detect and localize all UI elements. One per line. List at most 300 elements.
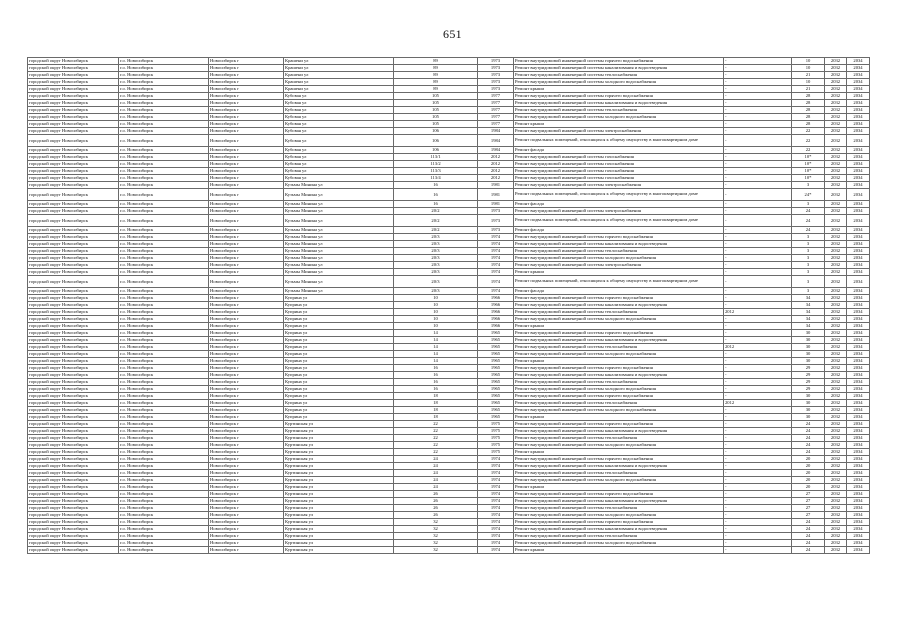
table-row <box>28 208 870 215</box>
street-cell: Куприна ул <box>284 330 394 337</box>
previous-repair-year-cell: - <box>724 72 792 79</box>
municipality-cell: г.о. Новосибирск <box>119 344 209 351</box>
end-year-cell: 2034 <box>847 386 870 393</box>
municipality-cell: г.о. Новосибирск <box>119 365 209 372</box>
work-type-cell: Ремонт крыши <box>514 449 724 456</box>
build-year-cell: 1977 <box>478 100 514 107</box>
cost-cell: 29 <box>792 386 825 393</box>
city-cell: Новосибирск г <box>209 414 284 421</box>
table-row <box>28 323 870 330</box>
end-year-cell: 2034 <box>847 135 870 147</box>
municipality-cell: г.о. Новосибирск <box>119 175 209 182</box>
work-type-cell: Ремонт внутридомовой инженерной системы горячего водоснабжения <box>514 365 724 372</box>
table-row <box>28 505 870 512</box>
table-row <box>28 330 870 337</box>
municipality-cell: г.о. Новосибирск <box>119 234 209 241</box>
table-row <box>28 295 870 302</box>
street-cell: Куртинская ул <box>284 491 394 498</box>
table-row <box>28 147 870 154</box>
cost-cell: 10 <box>792 58 825 65</box>
municipality-cell: г.о. Новосибирск <box>119 58 209 65</box>
okrug-cell: городской округ Новосибирск <box>28 208 119 215</box>
work-type-cell: Ремонт внутридомовой инженерной системы теплоснабжения <box>514 107 724 114</box>
work-type-cell: Ремонт подвальных помещений, относящихся к общему имуществу в многоквартирном доме <box>514 189 724 201</box>
build-year-cell: 1974 <box>478 498 514 505</box>
build-year-cell: 1975 <box>478 442 514 449</box>
city-cell: Новосибирск г <box>209 269 284 276</box>
start-year-cell: 2032 <box>825 288 847 295</box>
okrug-cell: городской округ Новосибирск <box>28 255 119 262</box>
cost-cell: 34 <box>792 295 825 302</box>
cost-cell: 29 <box>792 365 825 372</box>
okrug-cell: городской округ Новосибирск <box>28 147 119 154</box>
city-cell: Новосибирск г <box>209 505 284 512</box>
start-year-cell: 2032 <box>825 358 847 365</box>
house-number-cell: 113/1 <box>394 154 478 161</box>
build-year-cell: 1974 <box>478 512 514 519</box>
street-cell: Куприна ул <box>284 365 394 372</box>
start-year-cell: 2032 <box>825 498 847 505</box>
previous-repair-year-cell: - <box>724 421 792 428</box>
end-year-cell: 2034 <box>847 512 870 519</box>
street-cell: Кузьмы Минина ул <box>284 182 394 189</box>
table-row <box>28 309 870 316</box>
work-type-cell: Ремонт внутридомовой инженерной системы электроснабжения <box>514 262 724 269</box>
okrug-cell: городской округ Новосибирск <box>28 276 119 288</box>
table-row <box>28 215 870 227</box>
house-number-cell: 14 <box>394 358 478 365</box>
house-number-cell: 20/3 <box>394 241 478 248</box>
work-type-cell: Ремонт внутридомовой инженерной системы теплоснабжения <box>514 309 724 316</box>
work-type-cell: Ремонт фасада <box>514 147 724 154</box>
cost-cell: 20 <box>792 463 825 470</box>
city-cell: Новосибирск г <box>209 121 284 128</box>
start-year-cell: 2032 <box>825 463 847 470</box>
start-year-cell: 2032 <box>825 323 847 330</box>
city-cell: Новосибирск г <box>209 309 284 316</box>
street-cell: Куртинская ул <box>284 435 394 442</box>
end-year-cell: 2034 <box>847 189 870 201</box>
city-cell: Новосибирск г <box>209 79 284 86</box>
okrug-cell: городской округ Новосибирск <box>28 72 119 79</box>
previous-repair-year-cell: - <box>724 168 792 175</box>
city-cell: Новосибирск г <box>209 227 284 234</box>
street-cell: Крашени ул <box>284 58 394 65</box>
okrug-cell: городской округ Новосибирск <box>28 463 119 470</box>
table-row <box>28 463 870 470</box>
end-year-cell: 2034 <box>847 309 870 316</box>
end-year-cell: 2034 <box>847 302 870 309</box>
build-year-cell: 1966 <box>478 309 514 316</box>
house-number-cell: 32 <box>394 526 478 533</box>
table-row <box>28 128 870 135</box>
end-year-cell: 2034 <box>847 168 870 175</box>
work-type-cell: Ремонт внутридомовой инженерной системы горячего водоснабжения <box>514 330 724 337</box>
city-cell: Новосибирск г <box>209 182 284 189</box>
start-year-cell: 2032 <box>825 491 847 498</box>
build-year-cell: 1974 <box>478 276 514 288</box>
end-year-cell: 2034 <box>847 428 870 435</box>
okrug-cell: городской округ Новосибирск <box>28 309 119 316</box>
previous-repair-year-cell: - <box>724 201 792 208</box>
street-cell: Куприна ул <box>284 372 394 379</box>
house-number-cell: 106 <box>394 147 478 154</box>
street-cell: Кузьмы Минина ул <box>284 248 394 255</box>
okrug-cell: городской округ Новосибирск <box>28 316 119 323</box>
municipality-cell: г.о. Новосибирск <box>119 386 209 393</box>
municipality-cell: г.о. Новосибирск <box>119 255 209 262</box>
municipality-cell: г.о. Новосибирск <box>119 337 209 344</box>
end-year-cell: 2034 <box>847 526 870 533</box>
okrug-cell: городской округ Новосибирск <box>28 512 119 519</box>
municipality-cell: г.о. Новосибирск <box>119 309 209 316</box>
city-cell: Новосибирск г <box>209 128 284 135</box>
street-cell: Куприна ул <box>284 358 394 365</box>
municipality-cell: г.о. Новосибирск <box>119 351 209 358</box>
work-type-cell: Ремонт внутридомовой инженерной системы канализования и водоотведения <box>514 241 724 248</box>
table-row <box>28 477 870 484</box>
work-type-cell: Ремонт внутридомовой инженерной системы теплоснабжения <box>514 379 724 386</box>
end-year-cell: 2034 <box>847 484 870 491</box>
city-cell: Новосибирск г <box>209 435 284 442</box>
house-number-cell: 16 <box>394 182 478 189</box>
municipality-cell: г.о. Новосибирск <box>119 79 209 86</box>
house-number-cell: 24 <box>394 484 478 491</box>
municipality-cell: г.о. Новосибирск <box>119 393 209 400</box>
house-number-cell: 18 <box>394 414 478 421</box>
street-cell: Куртинская ул <box>284 442 394 449</box>
previous-repair-year-cell: - <box>724 393 792 400</box>
build-year-cell: 1965 <box>478 414 514 421</box>
work-type-cell: Ремонт внутридомовой инженерной системы горячего водоснабжения <box>514 295 724 302</box>
end-year-cell: 2034 <box>847 393 870 400</box>
house-number-cell: 26 <box>394 512 478 519</box>
municipality-cell: г.о. Новосибирск <box>119 533 209 540</box>
municipality-cell: г.о. Новосибирск <box>119 189 209 201</box>
okrug-cell: городской округ Новосибирск <box>28 533 119 540</box>
city-cell: Новосибирск г <box>209 189 284 201</box>
cost-cell: 3 <box>792 234 825 241</box>
table-row <box>28 498 870 505</box>
build-year-cell: 1973 <box>478 65 514 72</box>
house-number-cell: 10 <box>394 295 478 302</box>
previous-repair-year-cell: - <box>724 386 792 393</box>
municipality-cell: г.о. Новосибирск <box>119 93 209 100</box>
house-number-cell: 24 <box>394 463 478 470</box>
okrug-cell: городской округ Новосибирск <box>28 86 119 93</box>
municipality-cell: г.о. Новосибирск <box>119 428 209 435</box>
municipality-cell: г.о. Новосибирск <box>119 114 209 121</box>
okrug-cell: городской округ Новосибирск <box>28 227 119 234</box>
end-year-cell: 2034 <box>847 114 870 121</box>
street-cell: Кузьмы Минина ул <box>284 234 394 241</box>
work-type-cell: Ремонт внутридомовой инженерной системы канализования и водоотведения <box>514 65 724 72</box>
cost-cell: 20 <box>792 470 825 477</box>
city-cell: Новосибирск г <box>209 421 284 428</box>
city-cell: Новосибирск г <box>209 407 284 414</box>
start-year-cell: 2032 <box>825 255 847 262</box>
table-row <box>28 372 870 379</box>
start-year-cell: 2032 <box>825 241 847 248</box>
city-cell: Новосибирск г <box>209 114 284 121</box>
house-number-cell: 113/3 <box>394 168 478 175</box>
table-row <box>28 442 870 449</box>
cost-cell: 3 <box>792 241 825 248</box>
build-year-cell: 1965 <box>478 330 514 337</box>
previous-repair-year-cell: - <box>724 276 792 288</box>
start-year-cell: 2032 <box>825 208 847 215</box>
previous-repair-year-cell: - <box>724 93 792 100</box>
okrug-cell: городской округ Новосибирск <box>28 491 119 498</box>
city-cell: Новосибирск г <box>209 175 284 182</box>
house-number-cell: 20/3 <box>394 262 478 269</box>
city-cell: Новосибирск г <box>209 215 284 227</box>
previous-repair-year-cell: - <box>724 491 792 498</box>
end-year-cell: 2034 <box>847 241 870 248</box>
municipality-cell: г.о. Новосибирск <box>119 519 209 526</box>
build-year-cell: 1984 <box>478 135 514 147</box>
okrug-cell: городской округ Новосибирск <box>28 79 119 86</box>
cost-cell: 24* <box>792 189 825 201</box>
municipality-cell: г.о. Новосибирск <box>119 498 209 505</box>
end-year-cell: 2034 <box>847 248 870 255</box>
street-cell: Куртинская ул <box>284 470 394 477</box>
build-year-cell: 1977 <box>478 121 514 128</box>
build-year-cell: 1974 <box>478 269 514 276</box>
table-row <box>28 288 870 295</box>
work-type-cell: Ремонт внутридомовой инженерной системы теплоснабжения <box>514 533 724 540</box>
city-cell: Новосибирск г <box>209 276 284 288</box>
previous-repair-year-cell: - <box>724 372 792 379</box>
table-row <box>28 189 870 201</box>
start-year-cell: 2032 <box>825 175 847 182</box>
previous-repair-year-cell: - <box>724 175 792 182</box>
cost-cell: 30 <box>792 393 825 400</box>
work-type-cell: Ремонт крыши <box>514 86 724 93</box>
start-year-cell: 2032 <box>825 154 847 161</box>
end-year-cell: 2034 <box>847 400 870 407</box>
okrug-cell: городской округ Новосибирск <box>28 351 119 358</box>
municipality-cell: г.о. Новосибирск <box>119 407 209 414</box>
street-cell: Кубовая ул <box>284 147 394 154</box>
table-row <box>28 114 870 121</box>
start-year-cell: 2032 <box>825 435 847 442</box>
build-year-cell: 1981 <box>478 182 514 189</box>
house-number-cell: 105 <box>394 121 478 128</box>
street-cell: Куприна ул <box>284 295 394 302</box>
end-year-cell: 2034 <box>847 121 870 128</box>
city-cell: Новосибирск г <box>209 449 284 456</box>
city-cell: Новосибирск г <box>209 135 284 147</box>
start-year-cell: 2032 <box>825 547 847 554</box>
end-year-cell: 2034 <box>847 215 870 227</box>
house-number-cell: 10 <box>394 316 478 323</box>
end-year-cell: 2034 <box>847 255 870 262</box>
city-cell: Новосибирск г <box>209 400 284 407</box>
house-number-cell: 16 <box>394 379 478 386</box>
street-cell: Крашени ул <box>284 79 394 86</box>
previous-repair-year-cell: - <box>724 351 792 358</box>
house-number-cell: 22 <box>394 435 478 442</box>
municipality-cell: г.о. Новосибирск <box>119 100 209 107</box>
okrug-cell: городской округ Новосибирск <box>28 175 119 182</box>
build-year-cell: 1966 <box>478 316 514 323</box>
okrug-cell: городской округ Новосибирск <box>28 386 119 393</box>
street-cell: Куртинская ул <box>284 456 394 463</box>
cost-cell: 24 <box>792 227 825 234</box>
cost-cell: 24 <box>792 208 825 215</box>
previous-repair-year-cell: - <box>724 379 792 386</box>
table-row <box>28 435 870 442</box>
city-cell: Новосибирск г <box>209 428 284 435</box>
previous-repair-year-cell: - <box>724 456 792 463</box>
house-number-cell: 18 <box>394 400 478 407</box>
previous-repair-year-cell: - <box>724 234 792 241</box>
okrug-cell: городской округ Новосибирск <box>28 540 119 547</box>
start-year-cell: 2032 <box>825 540 847 547</box>
house-number-cell: 16 <box>394 201 478 208</box>
okrug-cell: городской округ Новосибирск <box>28 65 119 72</box>
table-row <box>28 358 870 365</box>
table-row <box>28 154 870 161</box>
municipality-cell: г.о. Новосибирск <box>119 435 209 442</box>
okrug-cell: городской округ Новосибирск <box>28 393 119 400</box>
cost-cell: 10* <box>792 161 825 168</box>
previous-repair-year-cell: - <box>724 65 792 72</box>
build-year-cell: 1965 <box>478 351 514 358</box>
previous-repair-year-cell: - <box>724 215 792 227</box>
house-number-cell: 32 <box>394 540 478 547</box>
end-year-cell: 2034 <box>847 269 870 276</box>
start-year-cell: 2032 <box>825 337 847 344</box>
work-type-cell: Ремонт внутридомовой инженерной системы теплоснабжения <box>514 505 724 512</box>
okrug-cell: городской округ Новосибирск <box>28 234 119 241</box>
work-type-cell: Ремонт внутридомовой инженерной системы канализования и водоотведения <box>514 372 724 379</box>
okrug-cell: городской округ Новосибирск <box>28 477 119 484</box>
previous-repair-year-cell: - <box>724 135 792 147</box>
municipality-cell: г.о. Новосибирск <box>119 379 209 386</box>
okrug-cell: городской округ Новосибирск <box>28 121 119 128</box>
house-number-cell: 106 <box>394 135 478 147</box>
build-year-cell: 1974 <box>478 470 514 477</box>
build-year-cell: 1974 <box>478 519 514 526</box>
city-cell: Новосибирск г <box>209 533 284 540</box>
street-cell: Кубовая ул <box>284 128 394 135</box>
cost-cell: 3 <box>792 269 825 276</box>
house-number-cell: 20/3 <box>394 276 478 288</box>
cost-cell: 30 <box>792 358 825 365</box>
build-year-cell: 1974 <box>478 547 514 554</box>
build-year-cell: 1974 <box>478 533 514 540</box>
previous-repair-year-cell: - <box>724 512 792 519</box>
okrug-cell: городской округ Новосибирск <box>28 344 119 351</box>
build-year-cell: 1984 <box>478 128 514 135</box>
work-type-cell: Ремонт фасада <box>514 227 724 234</box>
municipality-cell: г.о. Новосибирск <box>119 470 209 477</box>
municipality-cell: г.о. Новосибирск <box>119 484 209 491</box>
end-year-cell: 2034 <box>847 276 870 288</box>
municipality-cell: г.о. Новосибирск <box>119 463 209 470</box>
okrug-cell: городской округ Новосибирск <box>28 154 119 161</box>
street-cell: Крашени ул <box>284 72 394 79</box>
cost-cell: 30 <box>792 407 825 414</box>
start-year-cell: 2032 <box>825 161 847 168</box>
build-year-cell: 1973 <box>478 227 514 234</box>
work-type-cell: Ремонт внутридомовой инженерной системы электроснабжения <box>514 208 724 215</box>
street-cell: Кубовая ул <box>284 175 394 182</box>
cost-cell: 30 <box>792 337 825 344</box>
table-row <box>28 393 870 400</box>
previous-repair-year-cell: - <box>724 484 792 491</box>
previous-repair-year-cell: - <box>724 248 792 255</box>
house-number-cell: 26 <box>394 505 478 512</box>
okrug-cell: городской округ Новосибирск <box>28 201 119 208</box>
city-cell: Новосибирск г <box>209 58 284 65</box>
cost-cell: 24 <box>792 442 825 449</box>
start-year-cell: 2032 <box>825 276 847 288</box>
cost-cell: 27 <box>792 505 825 512</box>
previous-repair-year-cell: 2012 <box>724 309 792 316</box>
okrug-cell: городской округ Новосибирск <box>28 100 119 107</box>
street-cell: Кузьмы Минина ул <box>284 201 394 208</box>
okrug-cell: городской округ Новосибирск <box>28 414 119 421</box>
city-cell: Новосибирск г <box>209 168 284 175</box>
previous-repair-year-cell: - <box>724 288 792 295</box>
end-year-cell: 2034 <box>847 351 870 358</box>
build-year-cell: 1974 <box>478 477 514 484</box>
cost-cell: 28 <box>792 121 825 128</box>
street-cell: Куртинская ул <box>284 512 394 519</box>
municipality-cell: г.о. Новосибирск <box>119 135 209 147</box>
start-year-cell: 2032 <box>825 147 847 154</box>
cost-cell: 24 <box>792 526 825 533</box>
end-year-cell: 2034 <box>847 533 870 540</box>
build-year-cell: 1984 <box>478 147 514 154</box>
city-cell: Новосибирск г <box>209 365 284 372</box>
start-year-cell: 2032 <box>825 365 847 372</box>
build-year-cell: 2012 <box>478 168 514 175</box>
cost-cell: 3 <box>792 288 825 295</box>
cost-cell: 21 <box>792 72 825 79</box>
okrug-cell: городской округ Новосибирск <box>28 215 119 227</box>
city-cell: Новосибирск г <box>209 201 284 208</box>
house-number-cell: 18 <box>394 393 478 400</box>
city-cell: Новосибирск г <box>209 463 284 470</box>
work-type-cell: Ремонт внутридомовой инженерной системы холодного водоснабжения <box>514 442 724 449</box>
cost-cell: 10* <box>792 154 825 161</box>
city-cell: Новосибирск г <box>209 477 284 484</box>
work-type-cell: Ремонт внутридомовой инженерной системы газоснабжения <box>514 161 724 168</box>
end-year-cell: 2034 <box>847 435 870 442</box>
end-year-cell: 2034 <box>847 421 870 428</box>
house-number-cell: 16 <box>394 386 478 393</box>
street-cell: Кузьмы Минина ул <box>284 241 394 248</box>
work-type-cell: Ремонт внутридомовой инженерной системы газоснабжения <box>514 175 724 182</box>
work-type-cell: Ремонт внутридомовой инженерной системы горячего водоснабжения <box>514 58 724 65</box>
table-row <box>28 526 870 533</box>
okrug-cell: городской округ Новосибирск <box>28 295 119 302</box>
okrug-cell: городской округ Новосибирск <box>28 93 119 100</box>
start-year-cell: 2032 <box>825 484 847 491</box>
municipality-cell: г.о. Новосибирск <box>119 288 209 295</box>
start-year-cell: 2032 <box>825 135 847 147</box>
build-year-cell: 1965 <box>478 337 514 344</box>
table-row <box>28 540 870 547</box>
okrug-cell: городской округ Новосибирск <box>28 168 119 175</box>
build-year-cell: 1965 <box>478 358 514 365</box>
city-cell: Новосибирск г <box>209 526 284 533</box>
previous-repair-year-cell: - <box>724 269 792 276</box>
